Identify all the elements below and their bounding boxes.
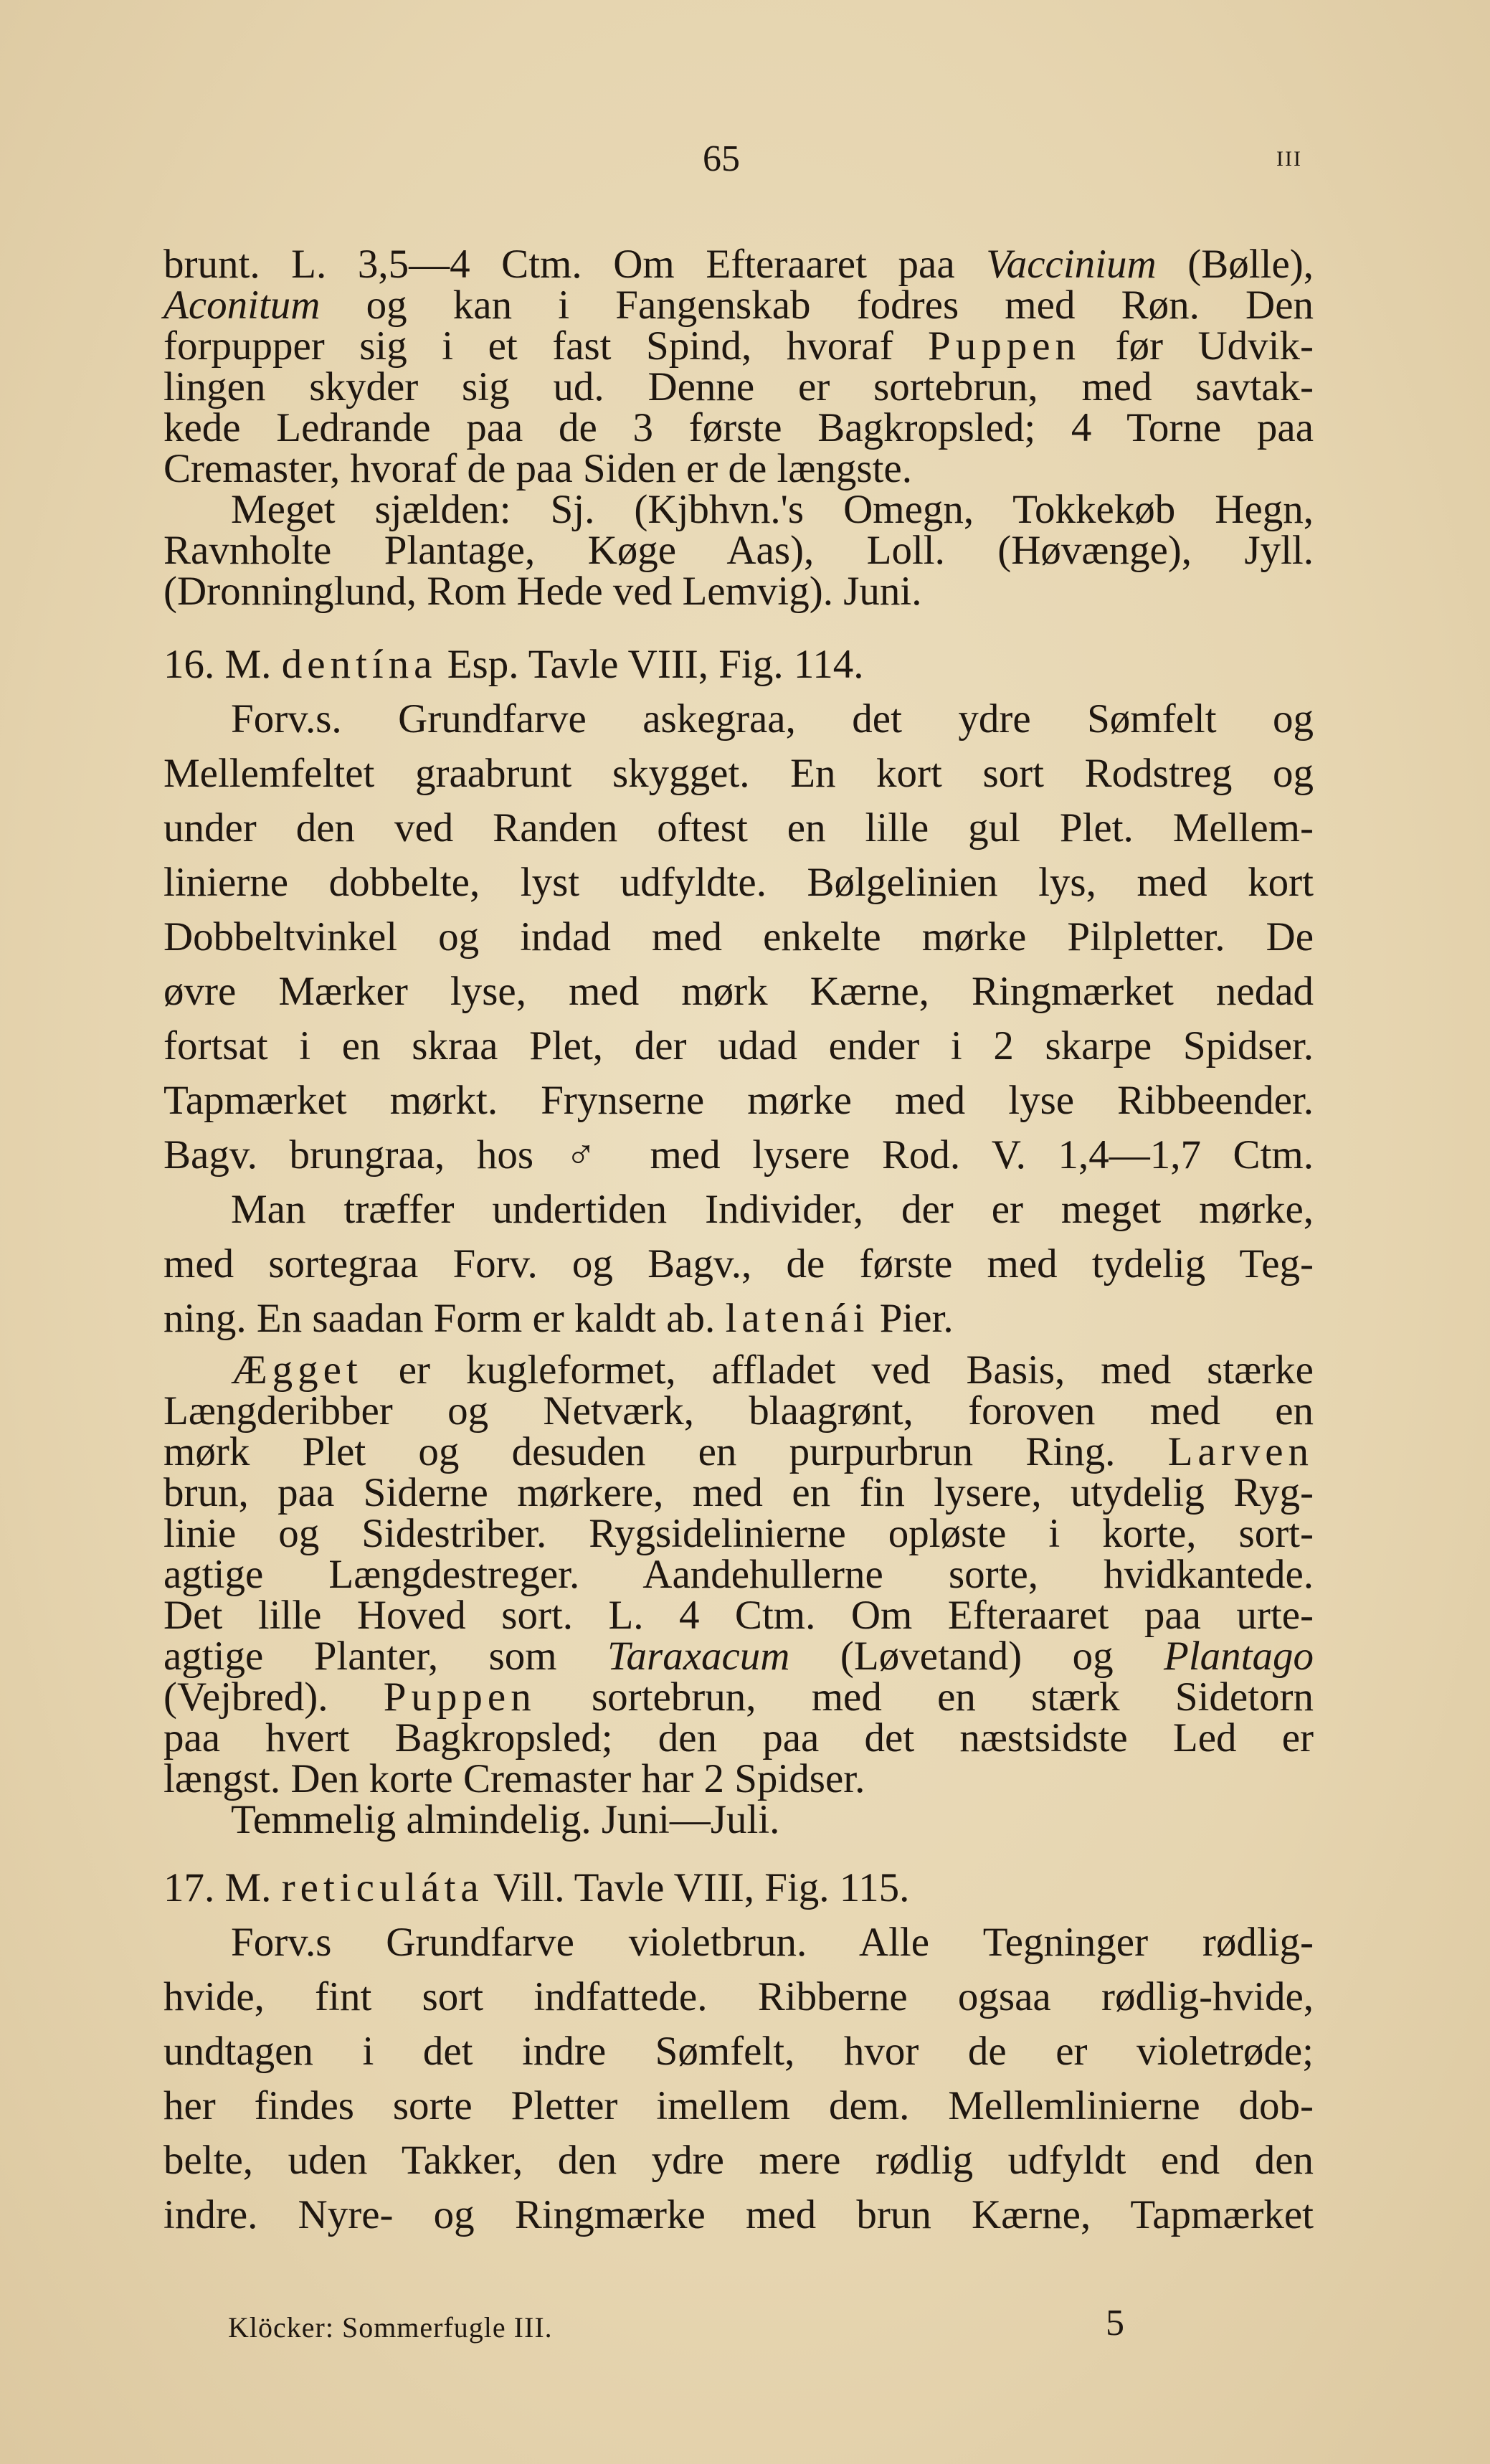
text-line: Forv.s. Grundfarve askegraa, det ydre Sømfelt og xyxy=(231,696,1314,741)
text-line: Mellemfeltet graabrunt skygget. En kort sort Rodstreg og xyxy=(163,751,1314,796)
text-line: mørk Plet og desuden en purpurbrun Ring. Larven xyxy=(163,1429,1314,1474)
text-line: Forv.s Grundfarve violetbrun. Alle Tegninger rødlig- xyxy=(231,1920,1314,1965)
text-line: Tapmærket mørkt. Frynserne mørke med lyse Ribbeender. xyxy=(163,1078,1314,1123)
text-line: Ægget er kugleformet, affladet ved Basis, med stærke xyxy=(231,1347,1314,1393)
text-line: her findes sorte Pletter imellem dem. Mellemlinierne dob- xyxy=(163,2083,1314,2128)
text-line: Dobbeltvinkel og indad med enkelte mørke Pilpletter. De xyxy=(163,914,1314,959)
text-line: Temmelig almindelig. Juni—Juli. xyxy=(231,1797,780,1842)
species-heading: 17. M. reticuláta Vill. Tavle VIII, Fig. 115. xyxy=(163,1865,910,1910)
footer-sheet-number: 5 xyxy=(1106,2303,1124,2344)
text-line: længst. Den korte Cremaster har 2 Spidser. xyxy=(163,1756,865,1801)
text-line: Længderibber og Netværk, blaagrønt, foroven med en xyxy=(163,1388,1314,1434)
text-line: paa hvert Bagkropsled; den paa det næstsidste Led er xyxy=(163,1715,1314,1761)
species-heading: 16. M. dentína Esp. Tavle VIII, Fig. 114. xyxy=(163,642,864,687)
text-line: brun, paa Siderne mørkere, med en fin lysere, utydelig Ryg- xyxy=(163,1470,1314,1515)
text-line: fortsat i en skraa Plet, der udad ender i 2 skarpe Spidser. xyxy=(163,1023,1314,1068)
text-line: kede Ledrande paa de 3 første Bagkropsled; 4 Torne paa xyxy=(163,405,1314,450)
text-line: brunt. L. 3,5—4 Ctm. Om Efteraaret paa Vaccinium (Bølle), xyxy=(163,242,1314,287)
text-line: Cremaster, hvoraf de paa Siden er de længste. xyxy=(163,446,912,491)
text-line: linierne dobbelte, lyst udfyldte. Bølgelinien lys, med kort xyxy=(163,860,1314,905)
text-line: forpupper sig i et fast Spind, hvoraf Puppen før Udvik- xyxy=(163,323,1314,369)
footer-signature: Klöcker: Sommerfugle III. xyxy=(228,2311,553,2344)
text-line: agtige Planter, som Taraxacum (Løvetand) og Plantago xyxy=(163,1634,1314,1679)
text-line: agtige Længdestreger. Aandehullerne sorte, hvidkantede. xyxy=(163,1552,1314,1597)
text-line: Man træffer undertiden Individer, der er meget mørke, xyxy=(231,1187,1314,1232)
text-line: Det lille Hoved sort. L. 4 Ctm. Om Efteraaret paa urte- xyxy=(163,1593,1314,1638)
page-number: 65 xyxy=(703,138,740,179)
text-line: undtagen i det indre Sømfelt, hvor de er violetrøde; xyxy=(163,2029,1314,2074)
text-line: hvide, fint sort indfattede. Ribberne ogsaa rødlig-hvide, xyxy=(163,1974,1314,2019)
text-line: Meget sjælden: Sj. (Kjbhvn.'s Omegn, Tokkekøb Hegn, xyxy=(231,487,1314,532)
text-line: (Vejbred). Puppen sortebrun, med en stærk Sidetorn xyxy=(163,1674,1314,1720)
text-line: indre. Nyre- og Ringmærke med brun Kærne, Tapmærket xyxy=(163,2192,1314,2237)
text-line: Aconitum og kan i Fangenskab fodres med Røn. Den xyxy=(163,283,1314,328)
text-line: Ravnholte Plantage, Køge Aas), Loll. (Høvænge), Jyll. xyxy=(163,528,1314,573)
text-line: (Dronninglund, Rom Hede ved Lemvig). Juni. xyxy=(163,569,922,614)
text-line: lingen skyder sig ud. Denne er sortebrun, med savtak- xyxy=(163,364,1314,409)
text-line: linie og Sidestriber. Rygsidelinierne opløste i korte, sort- xyxy=(163,1511,1314,1556)
text-line: Bagv. brungraa, hos ♂ med lysere Rod. V. 1,4—1,7 Ctm. xyxy=(163,1132,1314,1177)
text-line: belte, uden Takker, den ydre mere rødlig udfyldt end den xyxy=(163,2138,1314,2183)
signature-mark: III xyxy=(1276,147,1302,171)
text-line: øvre Mærker lyse, med mørk Kærne, Ringmærket nedad xyxy=(163,969,1314,1014)
text-line: med sortegraa Forv. og Bagv., de første med tydelig Teg- xyxy=(163,1241,1314,1287)
text-line: ning. En saadan Form er kaldt ab. latenái Pier. xyxy=(163,1296,954,1341)
text-line: under den ved Randen oftest en lille gul Plet. Mellem- xyxy=(163,805,1314,850)
